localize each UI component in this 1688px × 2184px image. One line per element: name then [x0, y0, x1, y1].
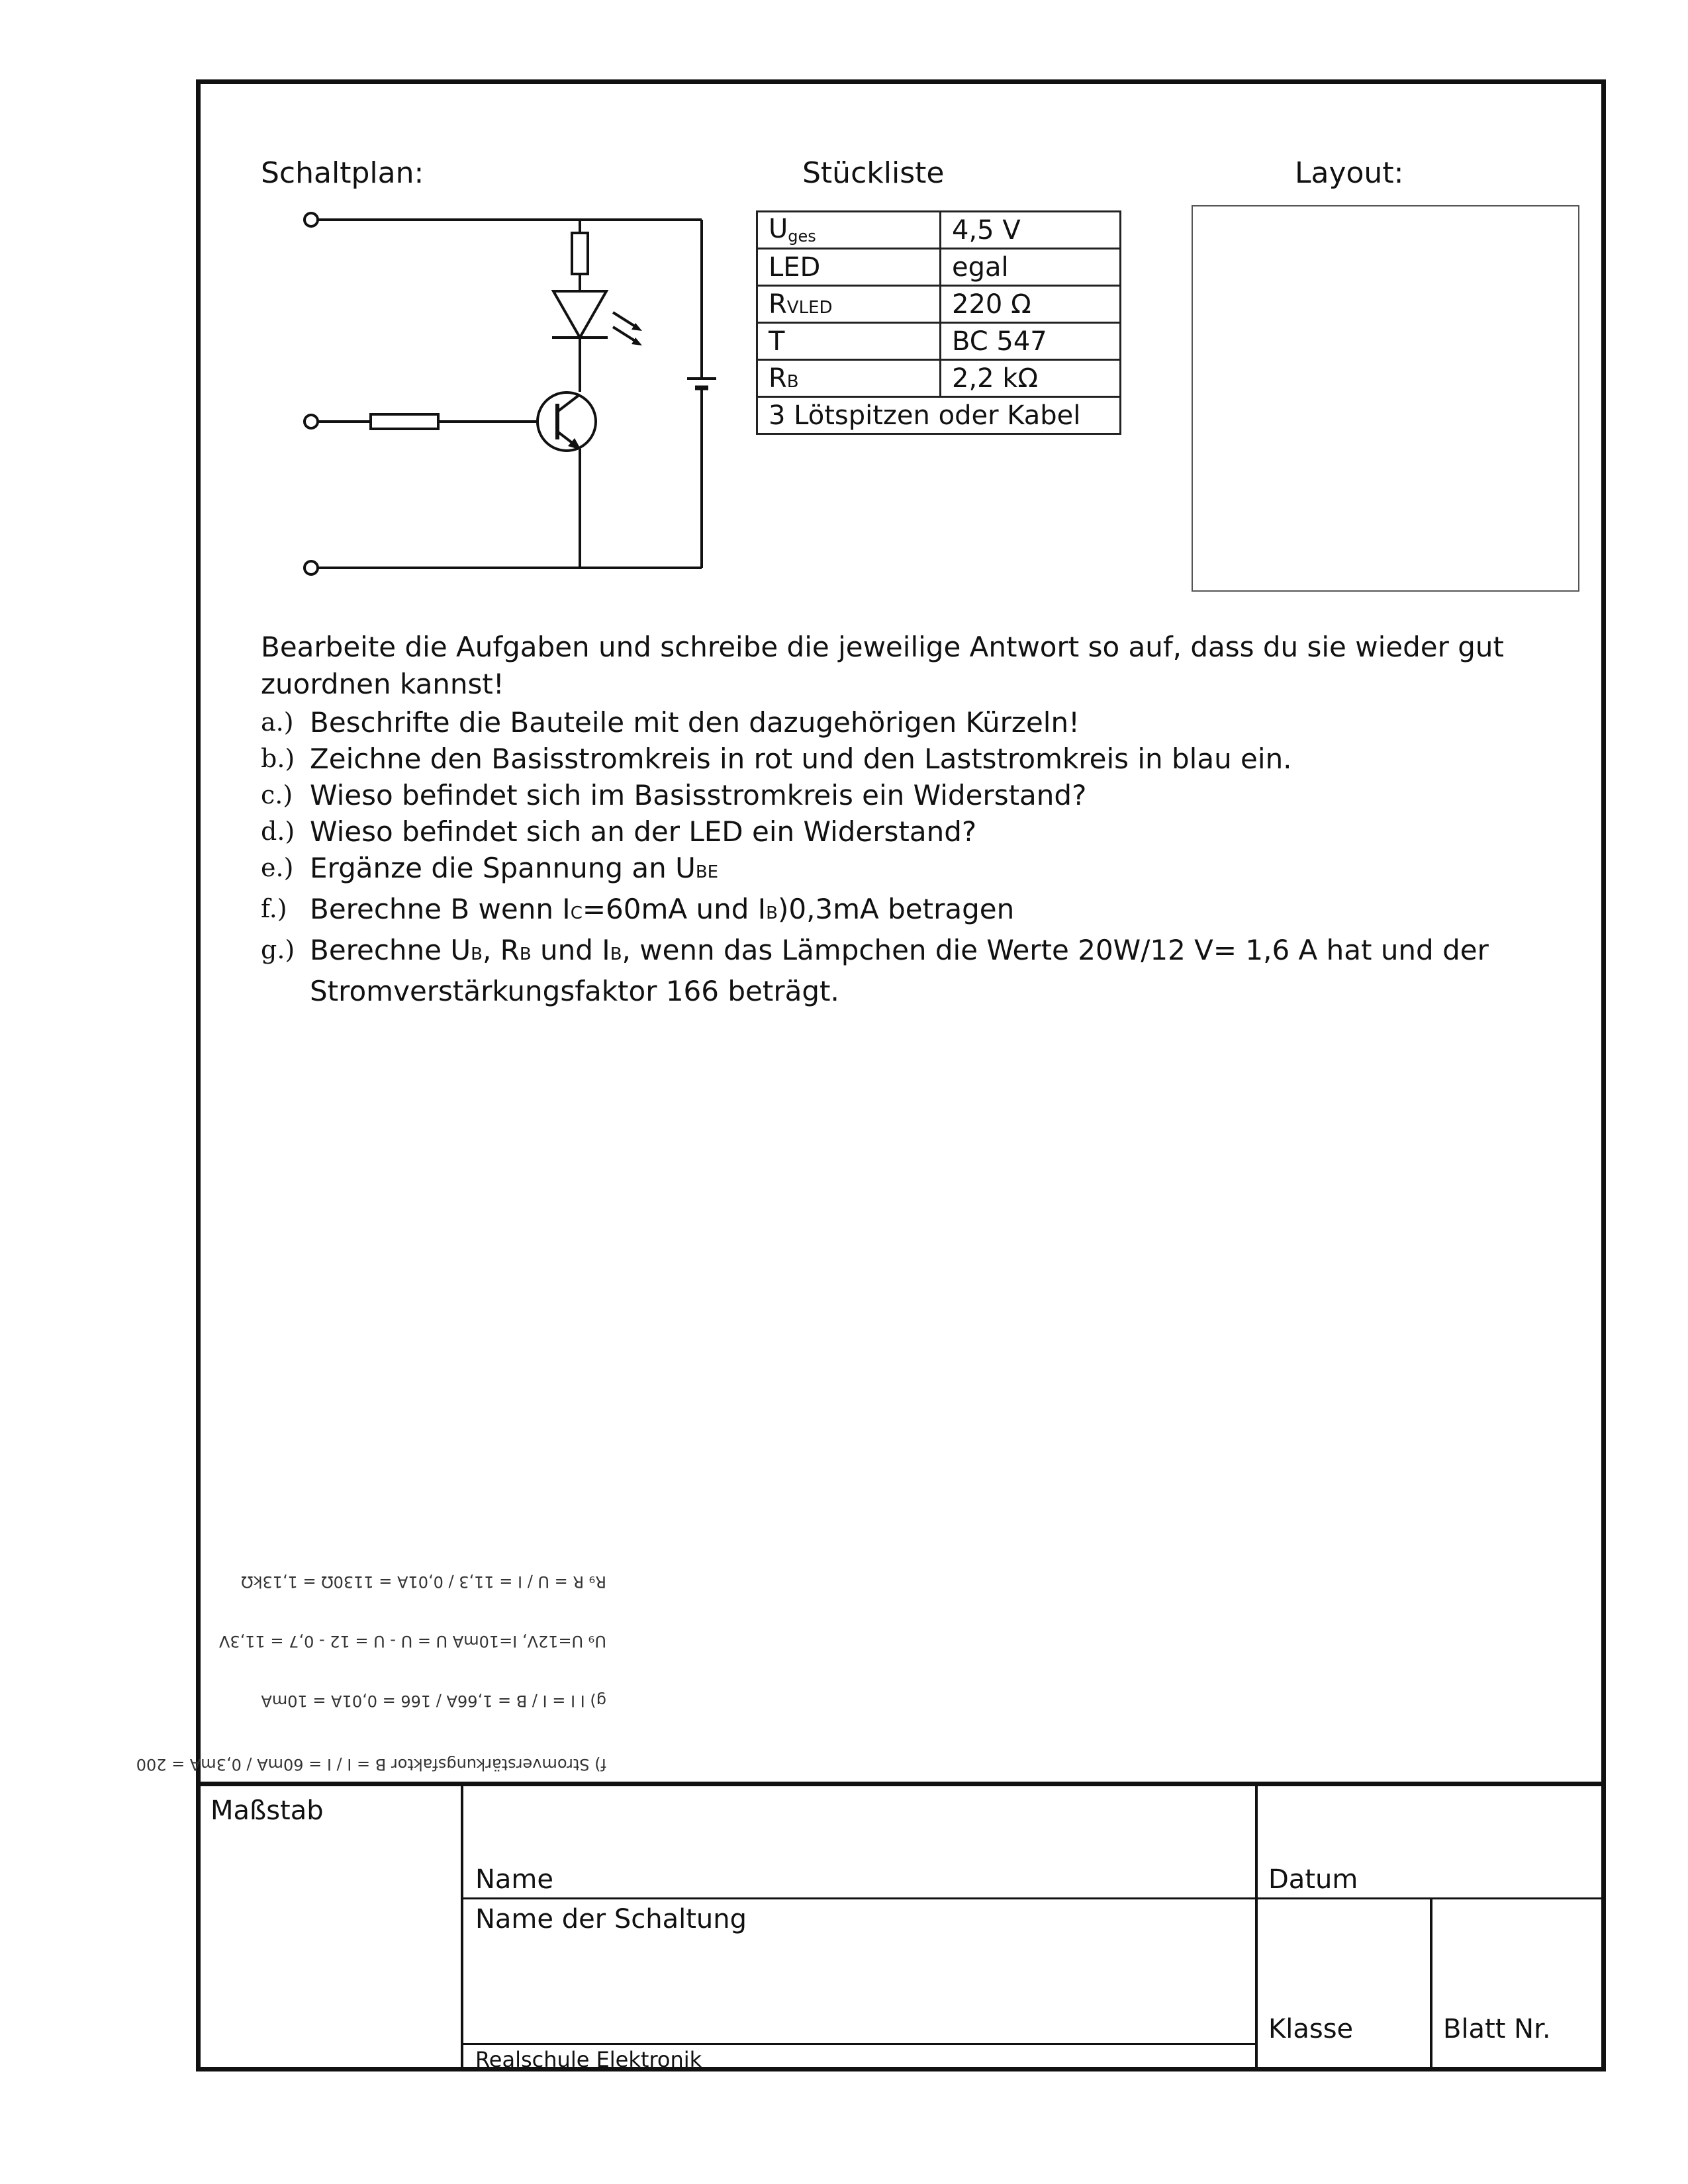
table-row	[757, 397, 1121, 434]
table-row	[757, 323, 1121, 360]
scale-label: Maßstab	[211, 1796, 324, 1826]
part-value: 4,5 V	[941, 212, 1121, 249]
part-value: 220 Ω	[941, 286, 1121, 323]
part-name: RB	[757, 360, 941, 397]
name-label: Name	[475, 1864, 554, 1895]
part-value: 2,2 kΩ	[941, 360, 1121, 397]
part-value: BC 547	[941, 323, 1121, 360]
table-row	[757, 286, 1121, 323]
upside-down-solutions	[136, 1535, 606, 1774]
class-label: Klasse	[1268, 2014, 1354, 2044]
title-block	[196, 1782, 1606, 2071]
part-value: egal	[941, 249, 1121, 286]
led-diode	[553, 291, 606, 338]
table-row	[757, 249, 1121, 286]
led-resistor	[572, 233, 588, 274]
base-resistor	[371, 414, 438, 429]
terminal-base	[305, 415, 318, 428]
list-item: f.) Berechne B wenn IC=60mA und IB)0,3mA betragen	[261, 893, 1015, 925]
table-row	[757, 212, 1121, 249]
list-item: g.) Berechne UB, RB und IB, wenn das Lämpchen die Werte 20W/12 V= 1,6 A hat und der Stromverstärkungsfaktor 166 beträgt.	[261, 934, 1489, 1007]
list-item: e.) Ergänze die Spannung an UBE	[261, 852, 719, 884]
list-item: b.) Zeichne den Basisstromkreis in rot und den Laststromkreis in blau ein.	[261, 743, 1292, 775]
parts-list-table	[756, 210, 1121, 435]
layout-drawing-area	[1192, 205, 1579, 592]
part-name: $U_{ges}$	[757, 212, 941, 249]
instructions-intro: Bearbeite die Aufgaben und schreibe die jeweilige Antwort so auf, dass du sie wieder gut zuordnen kannst!	[261, 631, 1504, 700]
solution-line: g) I I = I / B = 1,66A / 166 = 0,01A = 10mA	[261, 1692, 606, 1710]
part-name: LED	[757, 249, 941, 286]
terminal-ground	[305, 561, 318, 574]
solution-line: R₉ R = U / I = 11,3 / 0,01A = 1130Ω = 1,13kΩ	[241, 1572, 606, 1591]
part-name: RVLED	[757, 286, 941, 323]
schematic-heading: Schaltplan:	[261, 156, 424, 190]
solution-line: U₉ U=12V, I=10mA U = U - U = 12 - 0,7 = 11,3V	[218, 1632, 606, 1651]
circuit-schematic	[291, 205, 728, 589]
list-item: d.) Wieso befindet sich an der LED ein Widerstand?	[261, 815, 977, 848]
list-item: c.) Wieso befindet sich im Basisstromkreis ein Widerstand?	[261, 779, 1087, 811]
date-label: Datum	[1268, 1864, 1358, 1895]
parts-list-heading: Stückliste	[802, 156, 945, 190]
list-item: a.) Beschrifte die Bauteile mit den dazugehörigen Kürzeln!	[261, 706, 1080, 739]
terminal-top	[305, 213, 318, 226]
task-list	[261, 704, 1591, 1009]
transistor	[318, 392, 596, 568]
circuit-name-label: Name der Schaltung	[475, 1904, 747, 1934]
table-row	[757, 360, 1121, 397]
solution-line: f) Stromverstärkungsfaktor B = I / I = 60mA / 0,3mA = 200	[136, 1755, 606, 1774]
school-label: Realschule Elektronik	[475, 2047, 702, 2072]
sheet-number-label: Blatt Nr.	[1443, 2014, 1551, 2044]
part-name: 3 Lötspitzen oder Kabel	[757, 397, 1121, 434]
part-name: T	[757, 323, 941, 360]
layout-heading: Layout:	[1295, 156, 1404, 190]
